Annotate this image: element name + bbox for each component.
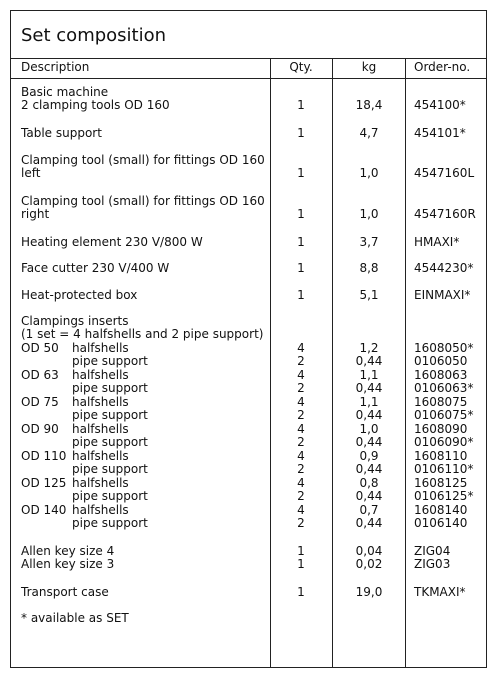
cell-order-no: HMAXI* xyxy=(414,235,460,249)
cell-order-no: 1608075 xyxy=(414,395,468,409)
header-description: Description xyxy=(21,60,90,74)
cell-order-no: 0106125* xyxy=(414,489,474,503)
cell-kg: 0,44 xyxy=(355,435,383,449)
cell-description: halfshells xyxy=(72,368,129,382)
cell-order-no: 454100* xyxy=(414,98,466,112)
cell-order-no: 1608090 xyxy=(414,422,468,436)
cell-qty: 2 xyxy=(297,462,305,476)
cell-qty: 2 xyxy=(297,408,305,422)
cell-order-no: ZIG03 xyxy=(414,557,451,571)
cell-order-no: 0106110* xyxy=(414,462,474,476)
header-kg: kg xyxy=(361,60,377,74)
cell-description: right xyxy=(21,207,50,221)
cell-kg: 0,44 xyxy=(355,489,383,503)
cell-qty: 2 xyxy=(297,354,305,368)
cell-order-no: 1608110 xyxy=(414,449,468,463)
cell-qty: 1 xyxy=(297,235,305,249)
cell-order-no: ZIG04 xyxy=(414,544,451,558)
column-divider-order xyxy=(405,58,406,668)
cell-order-no: TKMAXI* xyxy=(414,585,466,599)
cell-order-no: 0106050 xyxy=(414,354,468,368)
cell-description: Allen key size 4 xyxy=(21,544,115,558)
cell-description: pipe support xyxy=(72,435,148,449)
cell-kg: 0,8 xyxy=(359,476,379,490)
cell-description: (1 set = 4 halfshells and 2 pipe support) xyxy=(21,327,264,341)
cell-description: Basic machine xyxy=(21,85,109,99)
cell-kg: 19,0 xyxy=(355,585,383,599)
cell-od-size: OD 140 xyxy=(21,503,67,517)
cell-order-no: 0106140 xyxy=(414,516,468,530)
cell-qty: 4 xyxy=(297,503,305,517)
cell-description: Face cutter 230 V/400 W xyxy=(21,261,170,275)
cell-qty: 1 xyxy=(297,166,305,180)
cell-kg: 0,02 xyxy=(355,557,383,571)
cell-order-no: 0106063* xyxy=(414,381,474,395)
cell-kg: 0,44 xyxy=(355,462,383,476)
cell-description: halfshells xyxy=(72,503,129,517)
cell-description: halfshells xyxy=(72,395,129,409)
cell-qty: 1 xyxy=(297,288,305,302)
cell-qty: 4 xyxy=(297,476,305,490)
cell-od-size: OD 90 xyxy=(21,422,59,436)
cell-order-no: 0106090* xyxy=(414,435,474,449)
cell-description: Heat-protected box xyxy=(21,288,138,302)
cell-qty: 2 xyxy=(297,381,305,395)
cell-qty: 4 xyxy=(297,395,305,409)
cell-description: halfshells xyxy=(72,449,129,463)
cell-qty: 1 xyxy=(297,544,305,558)
cell-order-no: EINMAXI* xyxy=(414,288,471,302)
cell-order-no: 1608140 xyxy=(414,503,468,517)
cell-description: pipe support xyxy=(72,462,148,476)
cell-qty: 4 xyxy=(297,449,305,463)
cell-order-no: 1608125 xyxy=(414,476,468,490)
cell-description: pipe support xyxy=(72,489,148,503)
cell-od-size: OD 63 xyxy=(21,368,59,382)
cell-kg: 0,44 xyxy=(355,381,383,395)
cell-kg: 4,7 xyxy=(359,126,379,140)
cell-qty: 2 xyxy=(297,489,305,503)
cell-order-no: 1608063 xyxy=(414,368,468,382)
cell-kg: 18,4 xyxy=(355,98,383,112)
cell-qty: 4 xyxy=(297,422,305,436)
cell-description: halfshells xyxy=(72,476,129,490)
cell-od-size: OD 125 xyxy=(21,476,67,490)
cell-description: halfshells xyxy=(72,341,129,355)
header-qty: Qty. xyxy=(289,60,313,74)
page-title: Set composition xyxy=(21,25,167,46)
cell-od-size: OD 50 xyxy=(21,341,59,355)
cell-description: Clampings inserts xyxy=(21,314,129,328)
cell-kg: 0,7 xyxy=(359,503,379,517)
cell-kg: 1,1 xyxy=(359,368,379,382)
cell-kg: 5,1 xyxy=(359,288,379,302)
cell-kg: 0,44 xyxy=(355,516,383,530)
cell-kg: 1,0 xyxy=(359,207,379,221)
cell-description: Table support xyxy=(21,126,102,140)
cell-kg: 3,7 xyxy=(359,235,379,249)
cell-order-no: 454101* xyxy=(414,126,466,140)
cell-qty: 1 xyxy=(297,207,305,221)
cell-order-no: 4547160L xyxy=(414,166,475,180)
cell-qty: 2 xyxy=(297,435,305,449)
cell-kg: 0,04 xyxy=(355,544,383,558)
cell-qty: 4 xyxy=(297,368,305,382)
cell-kg: 1,0 xyxy=(359,422,379,436)
cell-qty: 2 xyxy=(297,516,305,530)
header-order-no: Order-no. xyxy=(414,60,471,74)
cell-description: pipe support xyxy=(72,408,148,422)
cell-description: pipe support xyxy=(72,381,148,395)
cell-description: Transport case xyxy=(21,585,109,599)
cell-od-size: OD 110 xyxy=(21,449,67,463)
cell-qty: 1 xyxy=(297,126,305,140)
cell-description: pipe support xyxy=(72,516,148,530)
cell-description: Clamping tool (small) for fittings OD 160 xyxy=(21,194,265,208)
cell-qty: 1 xyxy=(297,98,305,112)
cell-qty: 1 xyxy=(297,261,305,275)
cell-qty: 1 xyxy=(297,557,305,571)
cell-qty: 1 xyxy=(297,585,305,599)
cell-kg: 1,1 xyxy=(359,395,379,409)
header-bottom-rule xyxy=(11,78,486,79)
cell-description: left xyxy=(21,166,41,180)
cell-description: halfshells xyxy=(72,422,129,436)
cell-kg: 0,44 xyxy=(355,408,383,422)
cell-description: Allen key size 3 xyxy=(21,557,115,571)
cell-order-no: 1608050* xyxy=(414,341,474,355)
table-top-rule xyxy=(11,58,486,59)
footnote: * available as SET xyxy=(21,611,129,625)
cell-order-no: 4544230* xyxy=(414,261,474,275)
cell-qty: 4 xyxy=(297,341,305,355)
cell-description: Heating element 230 V/800 W xyxy=(21,235,203,249)
cell-order-no: 4547160R xyxy=(414,207,476,221)
cell-kg: 0,44 xyxy=(355,354,383,368)
cell-description: pipe support xyxy=(72,354,148,368)
cell-kg: 1,2 xyxy=(359,341,379,355)
cell-description: 2 clamping tools OD 160 xyxy=(21,98,170,112)
cell-kg: 8,8 xyxy=(359,261,379,275)
cell-kg: 1,0 xyxy=(359,166,379,180)
cell-order-no: 0106075* xyxy=(414,408,474,422)
cell-kg: 0,9 xyxy=(359,449,379,463)
cell-od-size: OD 75 xyxy=(21,395,59,409)
cell-description: Clamping tool (small) for fittings OD 160 xyxy=(21,153,265,167)
